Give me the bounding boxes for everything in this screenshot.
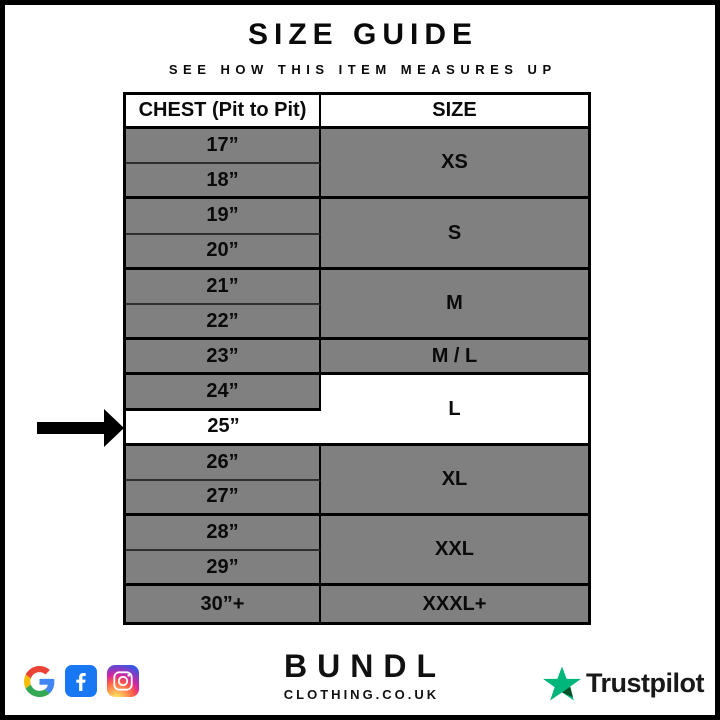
trustpilot-label: Trustpilot (586, 668, 704, 698)
size-cell-xl: XL (321, 446, 588, 516)
size-cell-xxxl: XXXL+ (321, 586, 588, 621)
size-cell-xs: XS (321, 129, 588, 199)
size-cell-s: S (321, 199, 588, 269)
chest-cell-27: 27” (126, 481, 321, 516)
chest-cell-24: 24” (126, 375, 321, 410)
column-header-chest: CHEST (Pit to Pit) (126, 95, 321, 129)
highlight-arrow-icon (35, 408, 125, 448)
chest-cell-19: 19” (126, 199, 321, 234)
size-cell-l-highlighted: L (321, 375, 588, 445)
chest-cell-18: 18” (126, 164, 321, 199)
page-subtitle: SEE HOW THIS ITEM MEASURES UP (168, 62, 557, 77)
size-guide-table (123, 92, 591, 625)
page-title: SIZE GUIDE (247, 18, 479, 51)
trustpilot-logo (543, 666, 704, 703)
chest-cell-20: 20” (126, 235, 321, 270)
header (5, 18, 715, 77)
chest-cell-28: 28” (126, 516, 321, 551)
brand-domain: CLOTHING.CO.UK (283, 687, 440, 702)
size-cell-xxl: XXL (321, 516, 588, 586)
chest-cell-29: 29” (126, 551, 321, 586)
chest-cell-23: 23” (126, 340, 321, 375)
chest-cell-26: 26” (126, 446, 321, 481)
trustpilot-star-icon (543, 666, 581, 703)
column-header-size: SIZE (321, 95, 588, 129)
size-cell-m: M (321, 270, 588, 340)
size-cell-m-l: M / L (321, 340, 588, 375)
chest-cell-17: 17” (126, 129, 321, 164)
brand-name: BUNDL (284, 648, 446, 684)
chest-cell-25-highlighted: 25” (126, 411, 321, 446)
chest-cell-21: 21” (126, 270, 321, 305)
chest-cell-22: 22” (126, 305, 321, 340)
chest-cell-30plus: 30”+ (126, 586, 321, 621)
